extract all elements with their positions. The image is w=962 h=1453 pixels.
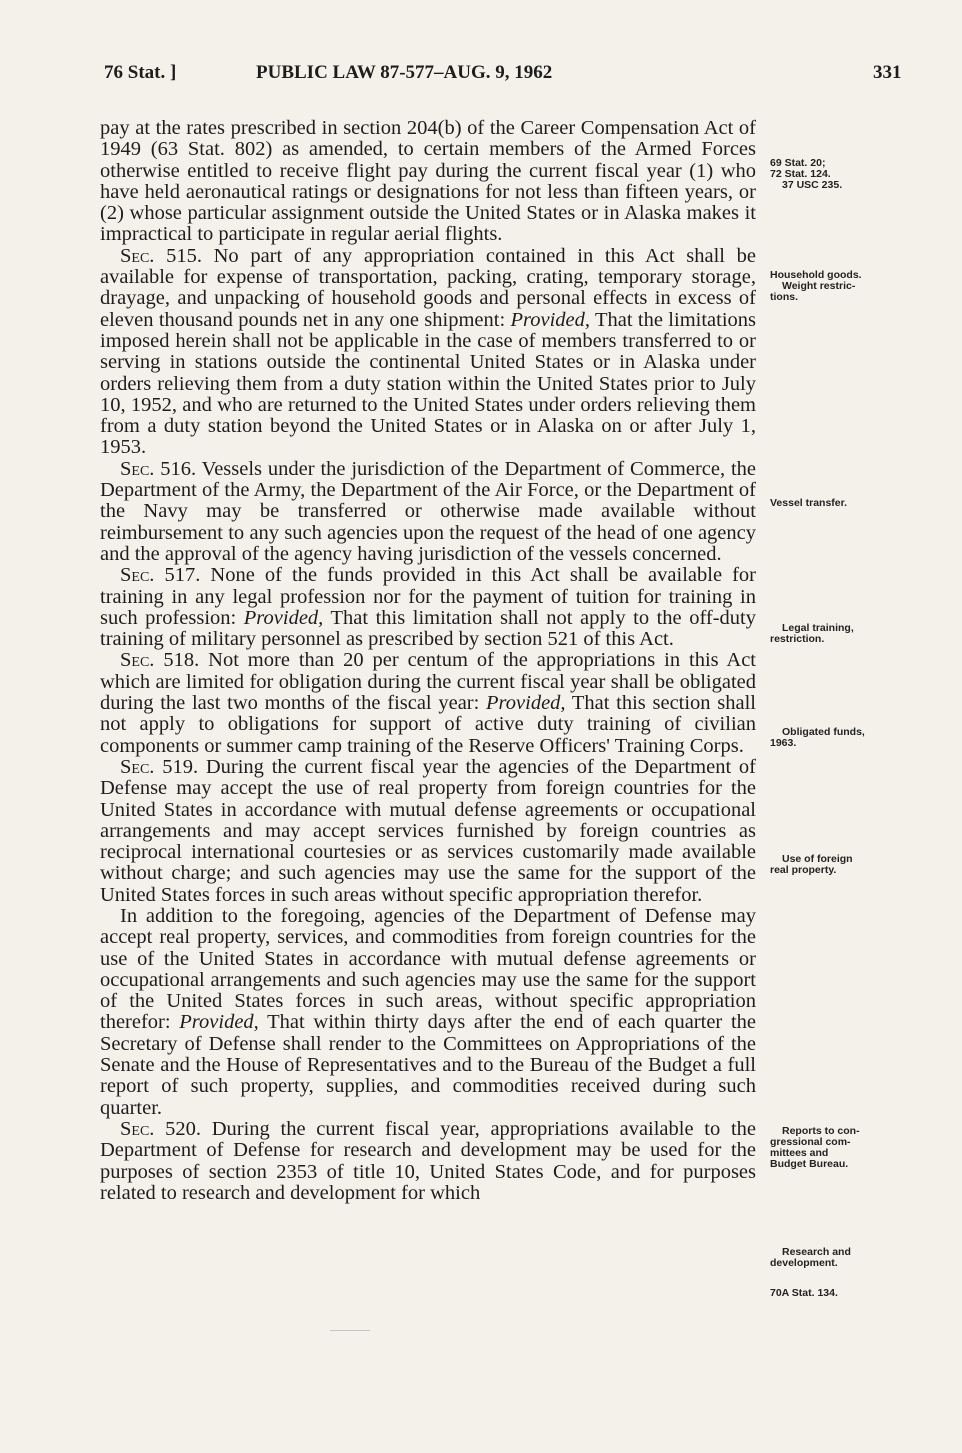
margin-note-foreign-property: Use of foreign real property.	[770, 853, 853, 876]
margin-note-research: Research and development.	[770, 1246, 851, 1269]
section-text: In addition to the foregoing, agencies of the Department of Defense may accept real property, services, and commodities from foreign countries for the use of the United States in accordance with mutual defense agreements or occupational arrangements and such agencies may use the same for the support of the United States forces in such areas, without specific appropriation therefor:	[100, 904, 756, 1034]
section-text: Vessels under the jurisdiction of the Department of Commerce, the Department of the Army, the Department of the Air Force, or the Department of the Navy may be transferred or otherwise made available without reimbursement to any such agencies upon the request of the head of one agency and the approval of the agency having jurisdiction of the vessels concerned.	[100, 457, 756, 565]
section-518	[100, 650, 756, 756]
section-label: Sec. 519.	[120, 755, 199, 778]
section-text: None of the funds provided in this Act shall be available for training in any legal profession nor for the payment of tuition for training in such profession:	[100, 564, 757, 629]
section-517	[100, 565, 756, 650]
divider	[330, 1330, 370, 1331]
section-label: Sec. 520.	[120, 1117, 202, 1140]
margin-note-household-goods: Household goods. Weight restric- tions.	[770, 269, 862, 303]
section-515	[100, 246, 756, 459]
section-520	[100, 1119, 756, 1204]
section-516	[100, 459, 756, 565]
body-text	[100, 118, 756, 1204]
section-text: During the current fiscal year, appropriations available to the Department of Defense for research and development may be used for the purposes of section 2353 of title 10, United States Code, and for purposes related to research and development for which	[100, 1117, 756, 1204]
law-title: PUBLIC LAW 87-577–AUG. 9, 1962	[256, 62, 553, 83]
section-text: That this limitation shall not apply to the off-duty training of military personnel as prescribed by section 521 of this Act.	[100, 606, 757, 651]
section-label: Sec. 515.	[120, 244, 202, 267]
proviso-word: Provided,	[510, 308, 591, 331]
section-label: Sec. 517.	[120, 564, 201, 587]
margin-note-obligated-funds: Obligated funds, 1963.	[770, 726, 865, 749]
proviso-word: Provided,	[243, 606, 324, 629]
paragraph-flight-pay: pay at the rates prescribed in section 204(b) of the Career Compensation Act of 1949 (63 Stat. 802) as amended, to certain members of the Armed Forces otherwise entitled to receive flight pay during the current fiscal year (1) who have held aeronautical ratings or designations for not less than fifteen years, or (2) whose particular assignment outside the United States or in Alaska makes it impractical to participate in regular aerial flights.	[100, 117, 756, 246]
margin-note-reports: Reports to con- gressional com- mittees and Budget Bureau.	[770, 1125, 860, 1170]
section-text: That the limitations imposed herein shall not be applicable in the case of members transferred to or serving in stations outside the continental United States or in Alaska under orders relieving them from a duty station within the United States prior to July 10, 1952, and who are returned to the United States under orders relieving them from a duty station beyond the United States or in Alaska on or after July 1, 1953.	[100, 308, 757, 459]
section-label: Sec. 518.	[120, 649, 200, 672]
margin-note-vessel-transfer: Vessel transfer.	[770, 497, 848, 509]
paragraph-addition	[100, 906, 756, 1119]
section-text: That within thirty days after the end of each quarter the Secretary of Defense shall render to the Committees on Appropriations of the Senate and the House of Representatives and to the Bureau of the Budget a full report of such property, supplies, and commodities received during such quarter.	[100, 1011, 756, 1119]
proviso-word: Provided,	[179, 1011, 259, 1034]
margin-note-citation: 69 Stat. 20; 72 Stat. 124. 37 USC 235.	[770, 157, 843, 191]
volume-citation: 76 Stat. ]	[104, 62, 177, 83]
margin-note-legal-training: Legal training, restriction.	[770, 622, 854, 645]
proviso-word: Provided,	[486, 692, 566, 715]
section-519	[100, 757, 756, 906]
page-number: 331	[873, 62, 902, 83]
section-label: Sec. 516.	[120, 457, 197, 480]
section-text: Not more than 20 per centum of the appropriations in this Act which are limited for obligation during the current fiscal year shall be obligated during the last two months of the fiscal year:	[100, 649, 757, 715]
section-text: During the current fiscal year the agencies of the Department of Defense may accept the use of real property from foreign countries for the United States in accordance with mutual defense agreements or occupational arrangements and may accept services furnished by foreign countries as reciprocal international courtesies or as services customarily made available without charge; and such agencies may use the same for the support of the United States forces in such areas without specific appropriation therefor.	[100, 755, 757, 906]
section-text: No part of any appropriation contained in this Act shall be available for expense of transportation, packing, crating, temporary storage, drayage, and unpacking of household goods and personal effects in excess of eleven thousand pounds net in any one shipment:	[100, 244, 756, 331]
margin-note-citation-2: 70A Stat. 134.	[770, 1287, 838, 1299]
section-text: That this section shall not apply to obligations for support of active duty training of civilian components or summer camp training of the Reserve Officers' Training Corps.	[100, 692, 756, 757]
